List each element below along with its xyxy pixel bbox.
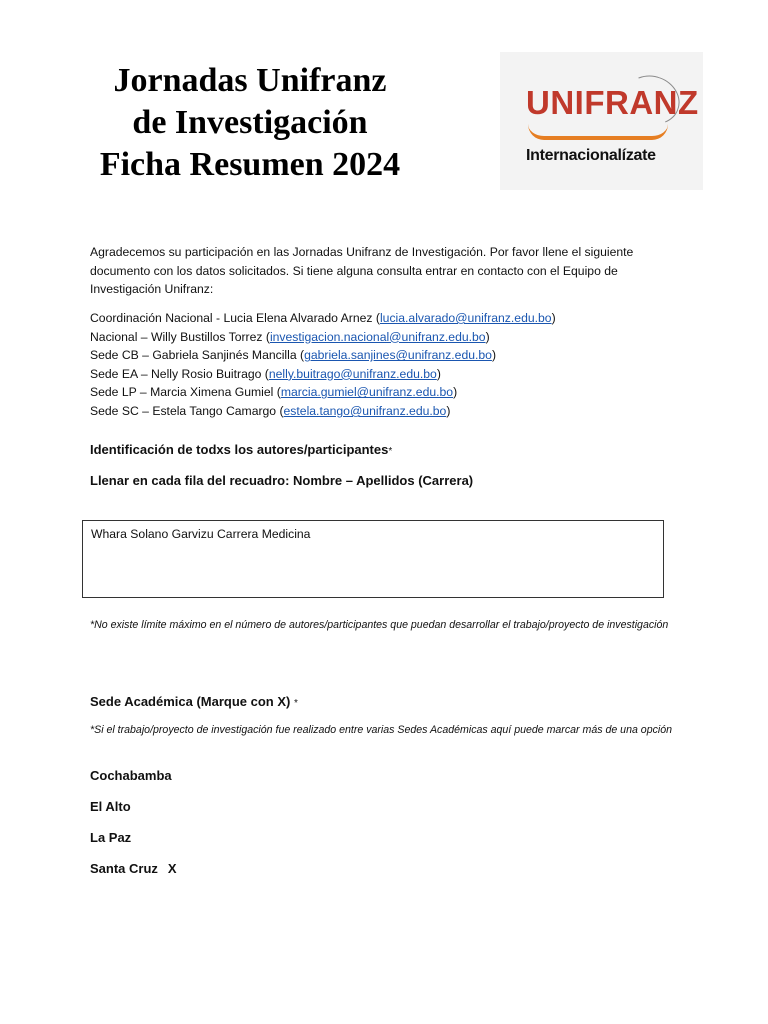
contact-label: Nacional – Willy Bustillos Torrez ( (90, 329, 270, 344)
contact-label: Coordinación Nacional - Lucia Elena Alvarado Arnez ( (90, 311, 380, 325)
logo-brand-text: UNIFRANZ (526, 84, 699, 121)
authors-heading-text: Identificación de todxs los autores/participantes (90, 442, 389, 457)
logo-tagline: Internacionalízate (526, 147, 656, 164)
contact-email-link[interactable]: investigacion.nacional@unifranz.edu.bo (269, 329, 486, 344)
sede-option-label: Cochabamba (90, 768, 172, 783)
unifranz-logo (500, 52, 703, 190)
authors-field[interactable]: Whara Solano Garvizu Carrera Medicina (82, 520, 664, 598)
sede-option-el-alto[interactable] (90, 799, 141, 814)
contact-row (90, 328, 680, 347)
sede-option-la-paz[interactable] (90, 830, 141, 845)
contact-email-link[interactable]: estela.tango@unifranz.edu.bo (283, 403, 447, 418)
title-line-1: Jornadas Unifranz (113, 62, 387, 99)
title-line-2: de Investigación (132, 104, 368, 141)
contact-close: ) (436, 366, 441, 381)
logo-seal-icon (617, 68, 686, 132)
contact-row (90, 309, 680, 328)
document-title (60, 60, 440, 186)
sede-heading-text: Sede Académica (Marque con X) (90, 694, 291, 709)
logo-swoosh-icon (528, 124, 668, 140)
sede-heading (90, 694, 298, 709)
sede-option-label: El Alto (90, 799, 131, 814)
sede-option-label: Santa Cruz (90, 861, 158, 876)
authors-instruction: Llenar en cada fila del recuadro: Nombre – Apellidos (Carrera) (90, 473, 474, 488)
authors-heading (90, 442, 392, 457)
contact-email-link[interactable]: marcia.gumiel@unifranz.edu.bo (280, 385, 454, 400)
authors-note: *No existe límite máximo en el número de autores/participantes que puedan desarrollar el trabajo/proyecto de investigación (90, 619, 669, 631)
contact-label: Sede CB – Gabriela Sanjinés Mancilla ( (90, 348, 305, 363)
required-mark: * (388, 446, 393, 457)
title-line-3: Ficha Resumen 2024 (99, 146, 401, 183)
contact-email-link[interactable]: nelly.buitrago@unifranz.edu.bo (268, 366, 437, 381)
contact-label: Sede EA – Nelly Rosio Buitrago ( (90, 366, 269, 381)
contact-row (90, 346, 680, 365)
contact-label: Sede SC – Estela Tango Camargo ( (90, 403, 284, 418)
required-mark: * (293, 698, 298, 709)
contact-close: ) (491, 348, 496, 363)
sede-option-santa-cruz[interactable] (90, 861, 177, 876)
contact-close: ) (551, 311, 556, 325)
sede-option-mark: X (167, 861, 177, 876)
sede-option-cochabamba[interactable] (90, 768, 182, 783)
sede-option-label: La Paz (90, 830, 132, 845)
contact-row (90, 383, 680, 402)
contact-email-link[interactable]: gabriela.sanjines@unifranz.edu.bo (304, 348, 492, 363)
contact-row (90, 402, 680, 421)
contact-close: ) (453, 385, 458, 400)
contact-row (90, 365, 680, 384)
contact-email-link[interactable]: lucia.alvarado@unifranz.edu.bo (379, 311, 552, 325)
contact-list (90, 309, 680, 421)
contact-close: ) (485, 329, 490, 344)
sede-note: *Si el trabajo/proyecto de investigación fue realizado entre varias Sedes Académicas aquí puede marcar más de una opción (90, 724, 673, 736)
contact-close: ) (446, 403, 451, 418)
contact-label: Sede LP – Marcia Ximena Gumiel ( (90, 385, 281, 400)
intro-paragraph: Agradecemos su participación en las Jornadas Unifranz de Investigación. Por favor llene el siguiente documento con los datos solicitados. Si tiene alguna consulta entrar en contacto con el Equipo de Investigación Unifranz: (90, 245, 634, 297)
